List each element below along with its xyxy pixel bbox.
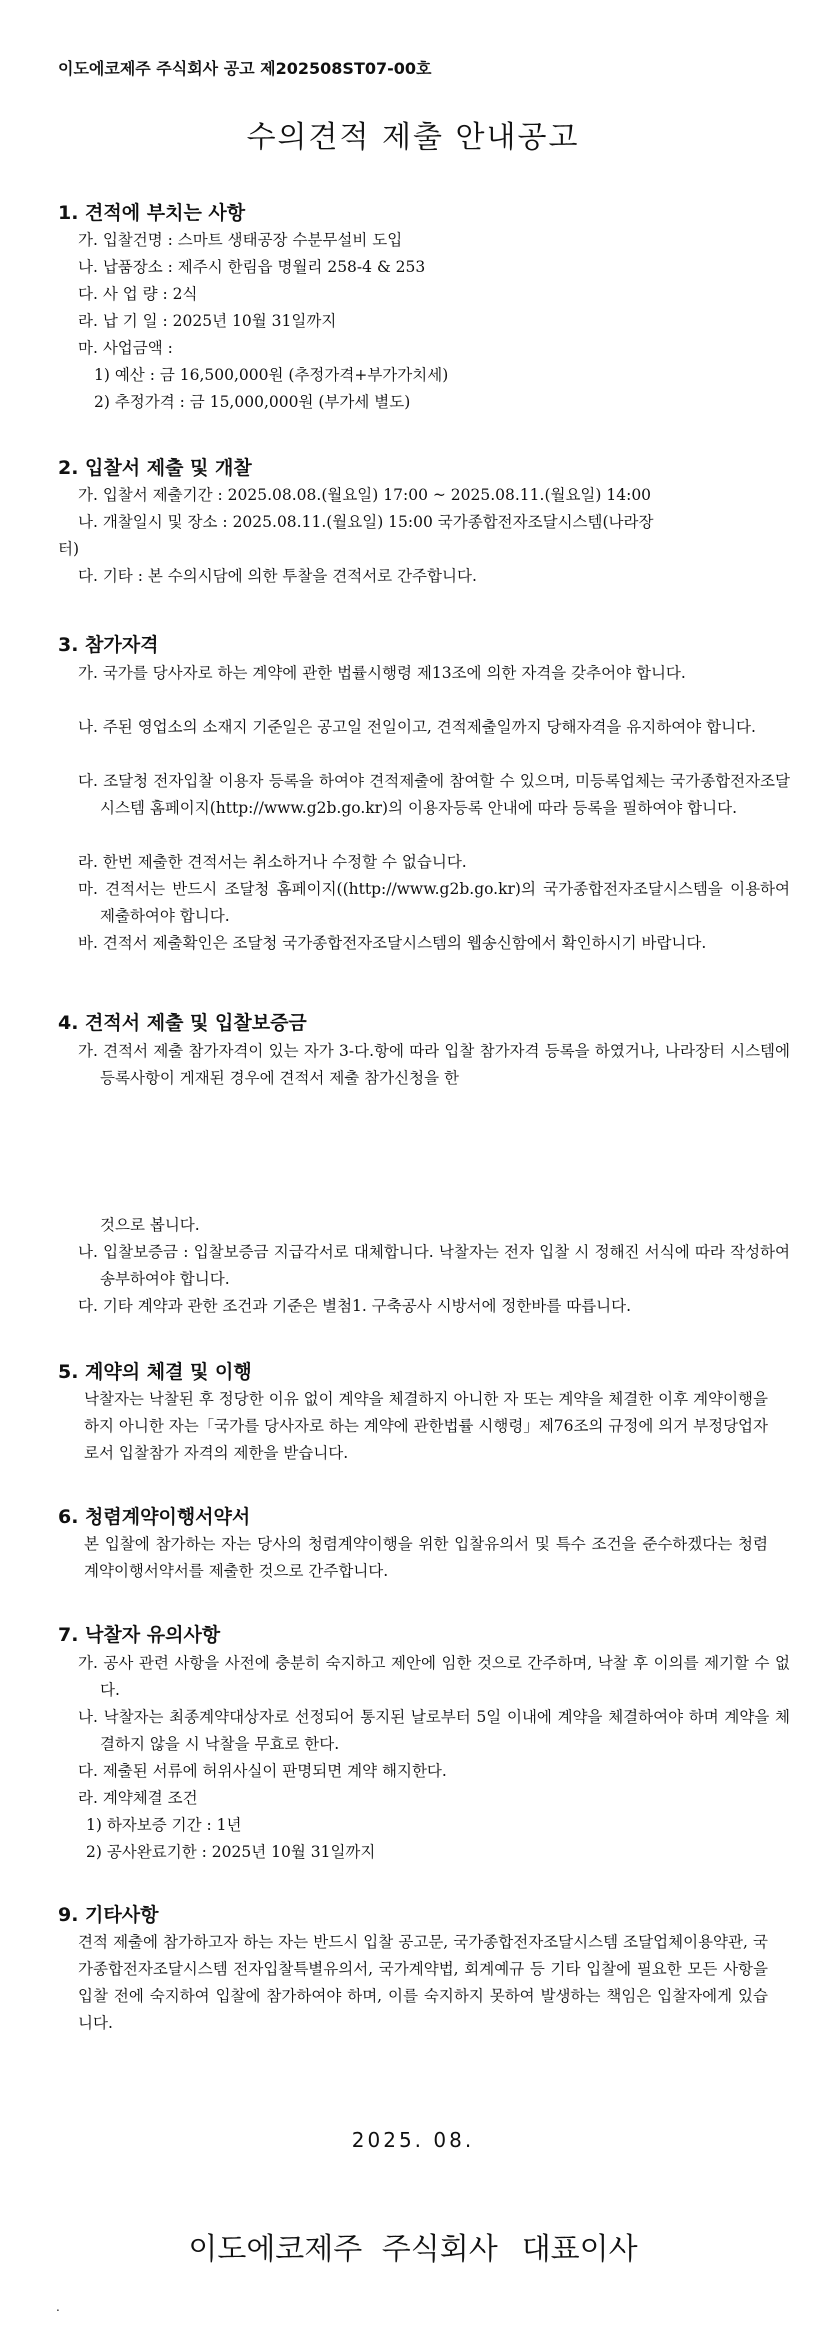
s2-item-a: 가. 입찰서 제출기간 : 2025.08.08.(월요일) 17:00 ~ 2025.08.11.(월요일) 14:00 <box>78 486 652 504</box>
s1-item-b: 나. 납품장소 : 제주시 한림읍 명월리 258-4 & 253 <box>78 258 426 276</box>
s7-item-d: 라. 계약체결 조건 <box>78 1789 198 1807</box>
section-4-heading: 4. 견적서 제출 및 입찰보증금 <box>58 1012 307 1034</box>
s3-item-b: 나. 주된 영업소의 소재지 기준일은 공고일 전일이고, 견적제출일까지 당해자격을 유지하여야 합니다. <box>78 718 756 736</box>
signatory-title: 대표이사 <box>521 2232 638 2267</box>
page-mark: . <box>56 2300 60 2314</box>
section-3-heading: 3. 참가자격 <box>58 634 159 656</box>
s2-item-b-line1: 나. 개찰일시 및 장소 : 2025.08.11.(월요일) 15:00 국가종합전자조달시스템(나라장 <box>78 513 654 531</box>
s3-item-f: 바. 견적서 제출확인은 조달청 국가종합전자조달시스템의 웹송신함에서 확인하시기 바랍니다. <box>78 934 707 952</box>
section-9-heading: 9. 기타사항 <box>58 1904 159 1926</box>
signature-line <box>0 2224 826 2268</box>
document-title: 수의견적 제출 안내공고 <box>246 120 580 155</box>
s7-item-d2: 2) 공사완료기한 : 2025년 10월 31일까지 <box>86 1843 376 1861</box>
s1-item-d: 라. 납 기 일 : 2025년 10월 31일까지 <box>78 312 337 330</box>
s1-item-a: 가. 입찰건명 : 스마트 생태공장 수분무설비 도입 <box>78 231 403 249</box>
company-name: 이도에코제주 주식회사 <box>188 2232 498 2267</box>
section-1-heading: 1. 견적에 부치는 사항 <box>58 202 246 224</box>
s3-item-c: 다. 조달청 전자입찰 이용자 등록을 하여야 견적제출에 참여할 수 있으며, 미등록업체는 국가종합전자조달 시스템 홈페이지(http://www.g2b.go.kr)의 이용자등록 안내에 따라 등록을 필하여야 합니다. <box>78 772 790 817</box>
section-6-heading: 6. 청렴계약이행서약서 <box>58 1506 251 1528</box>
s2-item-c: 다. 기타 : 본 수의시담에 의한 투찰을 견적서로 간주합니다. <box>78 567 477 585</box>
section-7-heading: 7. 낙찰자 유의사항 <box>58 1624 221 1646</box>
s3-item-a: 가. 국가를 당사자로 하는 계약에 관한 법률시행령 제13조에 의한 자격을 갖추어야 합니다. <box>78 664 686 682</box>
s4-item-a-continued: 것으로 봅니다. <box>100 1216 200 1234</box>
s7-item-a: 가. 공사 관련 사항을 사전에 충분히 숙지하고 제안에 임한 것으로 간주하며, 낙찰 후 이의를 제기할 수 없다. <box>78 1654 790 1699</box>
s6-body: 본 입찰에 참가하는 자는 당사의 청렴계약이행을 위한 입찰유의서 및 특수 조건을 준수하겠다는 청렴계약이행서약서를 제출한 것으로 간주합니다. <box>84 1535 768 1580</box>
s4-item-a: 가. 견적서 제출 참가자격이 있는 자가 3-다.항에 따라 입찰 참가자격 등록을 하였거나, 나라장터 시스템에 등록사항이 게재된 경우에 견적서 제출 참가신청을 한 <box>78 1042 790 1087</box>
section-5-heading: 5. 계약의 체결 및 이행 <box>58 1361 252 1383</box>
s3-item-d: 라. 한번 제출한 견적서는 취소하거나 수정할 수 없습니다. <box>78 853 467 871</box>
notice-number: 이도에코제주 주식회사 공고 제202508ST07-00호 <box>58 59 432 78</box>
s7-item-d1: 1) 하자보증 기간 : 1년 <box>86 1816 242 1834</box>
s4-item-b: 나. 입찰보증금 : 입찰보증금 지급각서로 대체합니다. 낙찰자는 전자 입찰 시 정해진 서식에 따라 작성하여 송부하여야 합니다. <box>78 1243 790 1288</box>
s3-item-e: 마. 견적서는 반드시 조달청 홈페이지((http://www.g2b.go.kr)의 국가종합전자조달시스템을 이용하여 제출하여야 합니다. <box>78 880 790 925</box>
s7-item-b: 나. 낙찰자는 최종계약대상자로 선정되어 통지된 날로부터 5일 이내에 계약을 체결하여야 하며 계약을 체결하지 않을 시 낙찰을 무효로 한다. <box>78 1708 790 1753</box>
notice-date: 2025. 08. <box>351 2128 475 2152</box>
s4-item-c: 다. 기타 계약과 관한 조건과 기준은 별첨1. 구축공사 시방서에 정한바를 따릅니다. <box>78 1297 632 1315</box>
s9-body: 견적 제출에 참가하고자 하는 자는 반드시 입찰 공고문, 국가종합전자조달시스템 조달업체이용약관, 국가종합전자조달시스템 전자입찰특별유의서, 국가계약법, 회계예규 등 기타 입찰에 필요한 모든 사항을 입찰 전에 숙지하여 입찰에 참가하여야 하며, 이를 숙지하지 못하여 발생하는 책임은 입찰자에게 있습니다. <box>78 1933 768 2032</box>
s1-item-e: 마. 사업금액 : <box>78 339 173 357</box>
s7-item-c: 다. 제출된 서류에 허위사실이 판명되면 계약 해지한다. <box>78 1762 447 1780</box>
s5-body: 낙찰자는 낙찰된 후 정당한 이유 없이 계약을 체결하지 아니한 자 또는 계약을 체결한 이후 계약이행을 하지 아니한 자는「국가를 당사자로 하는 계약에 관한법률 시행령」제76조의 규정에 의거 부정당업자로서 입찰참가 자격의 제한을 받습니다. <box>84 1390 768 1462</box>
section-2-heading: 2. 입찰서 제출 및 개찰 <box>58 457 252 479</box>
s1-item-e1: 1) 예산 : 금 16,500,000원 (추정가격+부가가치세) <box>94 366 449 384</box>
s1-item-c: 다. 사 업 량 : 2식 <box>78 285 198 303</box>
s1-item-e2: 2) 추정가격 : 금 15,000,000원 (부가세 별도) <box>94 393 411 411</box>
s2-item-b-line2: 터) <box>58 540 80 558</box>
